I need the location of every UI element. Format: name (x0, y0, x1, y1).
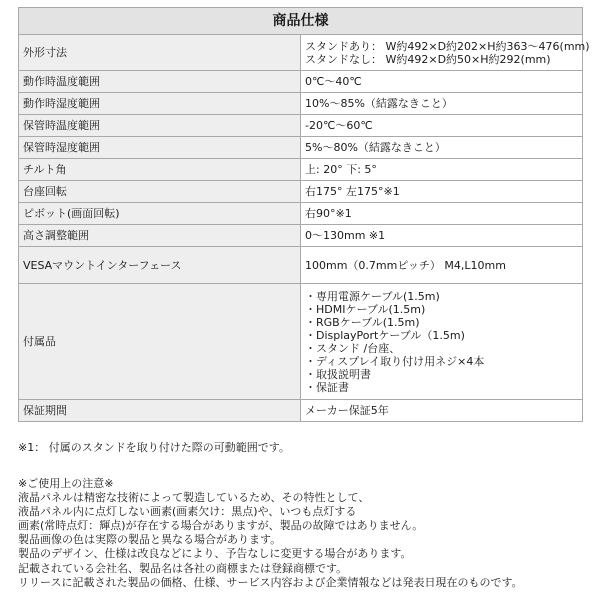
spec-value (301, 93, 583, 115)
usage-note-line: 製品のデザイン、仕様は改良などにより、予告なしに変更する場合があります。 (18, 547, 412, 561)
spec-value (301, 115, 583, 137)
usage-notes (18, 477, 523, 590)
spec-label: チルト角 (19, 159, 301, 181)
spec-value (301, 400, 583, 422)
spec-value-line: 上: 20° 下: 5° (305, 163, 377, 176)
spec-row-accessories (19, 284, 583, 400)
spec-value-line: ・RGBケーブル(1.5m) (305, 315, 420, 329)
spec-value (301, 247, 583, 284)
spec-row-warranty (19, 400, 583, 422)
spec-value-line: ・取扱説明書 (305, 367, 371, 381)
spec-label: 保証期間 (19, 400, 301, 422)
spec-value (301, 159, 583, 181)
spec-value (301, 137, 583, 159)
spec-value-line: ・ディスプレイ取り付け用ネジ×4本 (305, 354, 485, 368)
spec-value (301, 203, 583, 225)
spec-label: 動作時温度範囲 (19, 71, 301, 93)
spec-value-line: -20℃～60℃ (305, 119, 373, 132)
spec-label: 保管時湿度範囲 (19, 137, 301, 159)
spec-row-operating-temperature (19, 71, 583, 93)
usage-note-line: 画素(常時点灯：輝点)が存在する場合がありますが、製品の故障ではありません。 (18, 519, 424, 533)
spec-label: 保管時温度範囲 (19, 115, 301, 137)
spec-table (18, 7, 590, 422)
spec-value-line: スタンドなし： W約492×D約50×H約292(mm) (305, 52, 551, 66)
footnote-1: ※1： 付属のスタンドを取り付けた際の可動範囲です。 (18, 441, 290, 454)
spec-value-line: 右90°※1 (305, 207, 352, 220)
spec-row-storage-temperature (19, 115, 583, 137)
spec-value-line: スタンドあり： W約492×D約202×H約363～476(mm) (305, 39, 590, 53)
spec-label: 付属品 (19, 284, 301, 400)
usage-note-line: 液晶パネル内に点灯しない画素(画素欠け：黒点)や、いつも点灯する (18, 505, 357, 519)
spec-label: 外形寸法 (19, 35, 301, 71)
spec-row-vesa (19, 247, 583, 284)
spec-label: ピボット(画面回転) (19, 203, 301, 225)
usage-notes-heading: ※ご使用上の注意※ (18, 477, 114, 490)
spec-value-line: 右175° 左175°※1 (305, 185, 400, 198)
spec-row-tilt (19, 159, 583, 181)
usage-note-line: 液晶パネルは精密な技術によって製造しているため、その特性として、 (18, 491, 370, 505)
usage-note-line: 記載されている会社名、製品名は各社の商標または登録商標です。 (18, 561, 348, 575)
spec-row-operating-humidity (19, 93, 583, 115)
spec-value-line: ・スタンド /台座、 (305, 341, 401, 355)
spec-value-line: メーカー保証5年 (305, 404, 389, 417)
spec-value (301, 225, 583, 247)
spec-value-line: ・専用電源ケーブル(1.5m) (305, 289, 440, 303)
spec-row-height-adjustment (19, 225, 583, 247)
spec-value-line: ・保証書 (305, 380, 349, 394)
spec-row-storage-humidity (19, 137, 583, 159)
spec-row-swivel (19, 181, 583, 203)
spec-label: 動作時湿度範囲 (19, 93, 301, 115)
spec-row-pivot (19, 203, 583, 225)
spec-label: 高さ調整範囲 (19, 225, 301, 247)
spec-label: VESAマウントインターフェース (19, 247, 301, 284)
spec-value-line: 0～130mm ※1 (305, 229, 386, 242)
spec-label: 台座回転 (19, 181, 301, 203)
spec-value-line: 0℃～40℃ (305, 75, 362, 88)
spec-value-line: ・DisplayPortケーブル（1.5m) (305, 328, 465, 342)
spec-value (301, 181, 583, 203)
usage-note-line: リリースに記載された製品の価格、仕様、サービス内容および企業情報などは発表日現在のものです。 (18, 575, 523, 589)
usage-note-line: 製品画像の色は実際の製品と異なる場合があります。 (18, 533, 282, 547)
spec-value (301, 35, 590, 71)
spec-value-line: 10%～85%（結露なきこと） (305, 97, 453, 110)
spec-value (301, 71, 583, 93)
spec-value-line: ・HDMIケーブル(1.5m) (305, 302, 426, 316)
spec-table-header-row (19, 8, 583, 35)
spec-value-line: 5%～80%（結露なきこと） (305, 141, 446, 154)
spec-value-line: 100mm（0.7mmピッチ） M4,L10mm (305, 258, 506, 272)
spec-value (301, 284, 583, 400)
spec-table-title: 商品仕様 (19, 8, 583, 35)
spec-row-dimensions (19, 35, 583, 71)
